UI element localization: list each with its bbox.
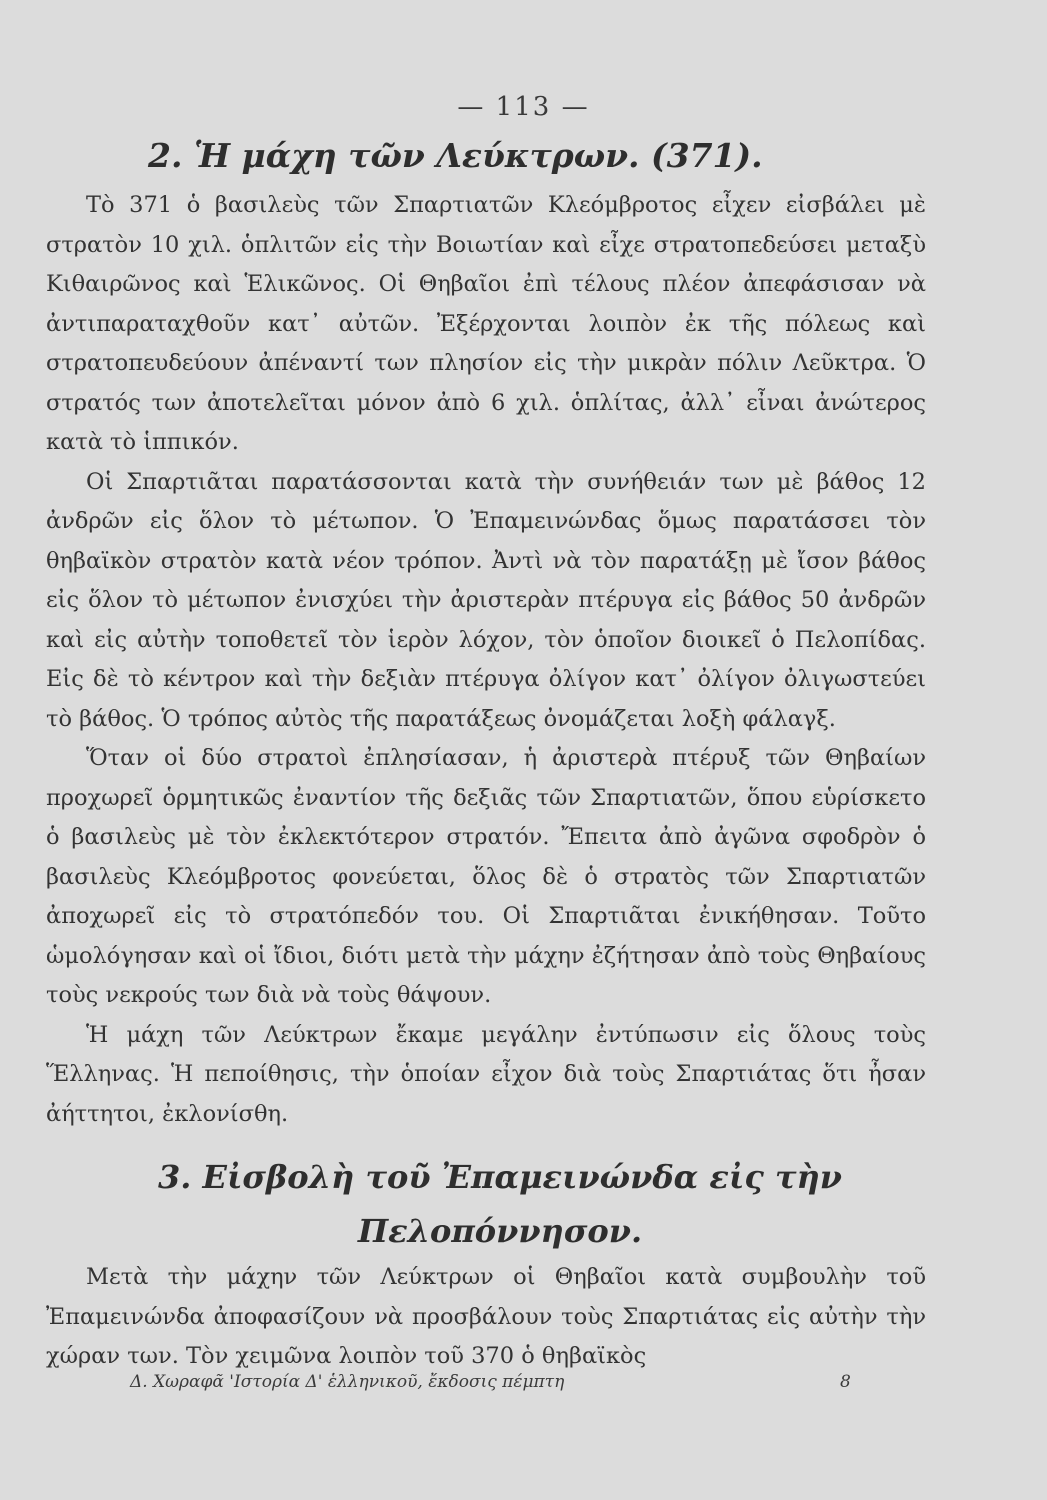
signature-mark: 8 [840,1372,851,1392]
paragraph: Οἱ Σπαρτιᾶται παρατάσσονται κατὰ τὴν συνήθειάν των μὲ βάθος 12 ἀνδρῶν εἰς ὅλον τὸ μέτωπον. Ὁ Ἐπαμεινώνδας ὅμως παρατάσσει τὸν θηβαϊκὸν στρατὸν κατὰ νέον τρόπον. Ἀντὶ νὰ τὸν παρατάξῃ μὲ ἴσον βάθος εἰς ὅλον τὸ μέτωπον ἐνισχύει τὴν ἀριστερὰν πτέρυγα εἰς βάθος 50 ἀνδρῶν καὶ εἰς αὐτὴν τοποθετεῖ τὸν ἱερὸν λόχον, τὸν ὁποῖον διοικεῖ ὁ Πελοπίδας. Εἰς δὲ τὸ κέντρον καὶ τὴν δεξιὰν πτέρυγα ὀλίγον κατ᾽ ὀλίγον ὀλιγωστεύει τὸ βάθος. Ὁ τρόπος αὐτὸς τῆς παρατάξεως ὀνομάζεται λοξὴ φάλαγξ. [46,468,926,732]
paragraph: Μετὰ τὴν μάχην τῶν Λεύκτρων οἱ Θηβαῖοι κατὰ συμβουλὴν τοῦ Ἐπαμεινώνδα ἀποφασίζουν νὰ προσβάλουν τοὺς Σπαρτιάτας εἰς αὐτὴν τὴν χώραν των. Τὸν χειμῶνα λοιπὸν τοῦ 370 ὁ θηβαϊκὸς [46,1264,926,1369]
section-2-body [46,186,926,1134]
paragraph: Τὸ 371 ὁ βασιλεὺς τῶν Σπαρτιατῶν Κλεόμβροτος εἶχεν εἰσβάλει μὲ στρατὸν 10 χιλ. ὁπλιτῶν εἰς τὴν Βοιωτίαν καὶ εἶχε στρατοπεδεύσει μεταξὺ Κιθαιρῶνος καὶ Ἑλικῶνος. Οἱ Θηβαῖοι ἐπὶ τέλους πλέον ἀπεφάσισαν νὰ ἀντιπαραταχθοῦν κατ᾽ αὐτῶν. Ἐξέρχονται λοιπὸν ἐκ τῆς πόλεως καὶ στρατοπευδεύουν ἀπέναντί των πλησίον εἰς τὴν μικρὰν πόλιν Λεῦκτρα. Ὁ στρατός των ἀποτελεῖται μόνον ἀπὸ 6 χιλ. ὁπλίτας, ἀλλ᾽ εἶναι ἀνώτερος κατὰ τὸ ἱππικόν. [46,192,926,455]
section-3-heading [60,1150,940,1258]
page-footer [130,1372,880,1392]
section-3-heading-line-2: Πελοπόννησον. [357,1212,643,1250]
section-3-heading-line-1: 3. Εἰσβολὴ τοῦ Ἐπαμεινώνδα εἰς τὴν [158,1158,842,1196]
paragraph: Ἡ μάχη τῶν Λεύκτρων ἔκαμε μεγάλην ἐντύπωσιν εἰς ὅλους τοὺς Ἕλληνας. Ἡ πεποίθησις, τὴν ὁποίαν εἶχον διὰ τοὺς Σπαρτιάτας ὅτι ἦσαν ἀήττητοι, ἐκλονίσθη. [46,1021,926,1127]
page-number: — 113 — [457,92,590,122]
section-2-heading: 2. Ἡ μάχη τῶν Λεύκτρων. (371). [148,136,763,175]
section-3-body [46,1258,926,1377]
footer-text: Δ. Χωραφᾶ 'Ιστορία Δ' ἑλληνικοῦ, ἔκδοσις πέμπτη [130,1372,565,1392]
paragraph: Ὅταν οἱ δύο στρατοὶ ἐπλησίασαν, ἡ ἀριστερὰ πτέρυξ τῶν Θηβαίων προχωρεῖ ὁρμητικῶς ἐναντίον τῆς δεξιᾶς τῶν Σπαρτιατῶν, ὅπου εὑρίσκετο ὁ βασιλεὺς μὲ τὸν ἐκλεκτότερον στρατόν. Ἔπειτα ἀπὸ ἀγῶνα σφοδρὸν ὁ βασιλεὺς Κλεόμβροτος φονεύεται, ὅλος δὲ ὁ στρατὸς τῶν Σπαρτιατῶν ἀποχωρεῖ εἰς τὸ στρατόπεδόν του. Οἱ Σπαρτιᾶται ἐνικήθησαν. Τοῦτο ὡμολόγησαν καὶ οἱ ἴδιοι, διότι μετὰ τὴν μάχην ἐζήτησαν ἀπὸ τοὺς Θηβαίους τοὺς νεκρούς των διὰ νὰ τοὺς θάψουν. [46,745,926,1008]
